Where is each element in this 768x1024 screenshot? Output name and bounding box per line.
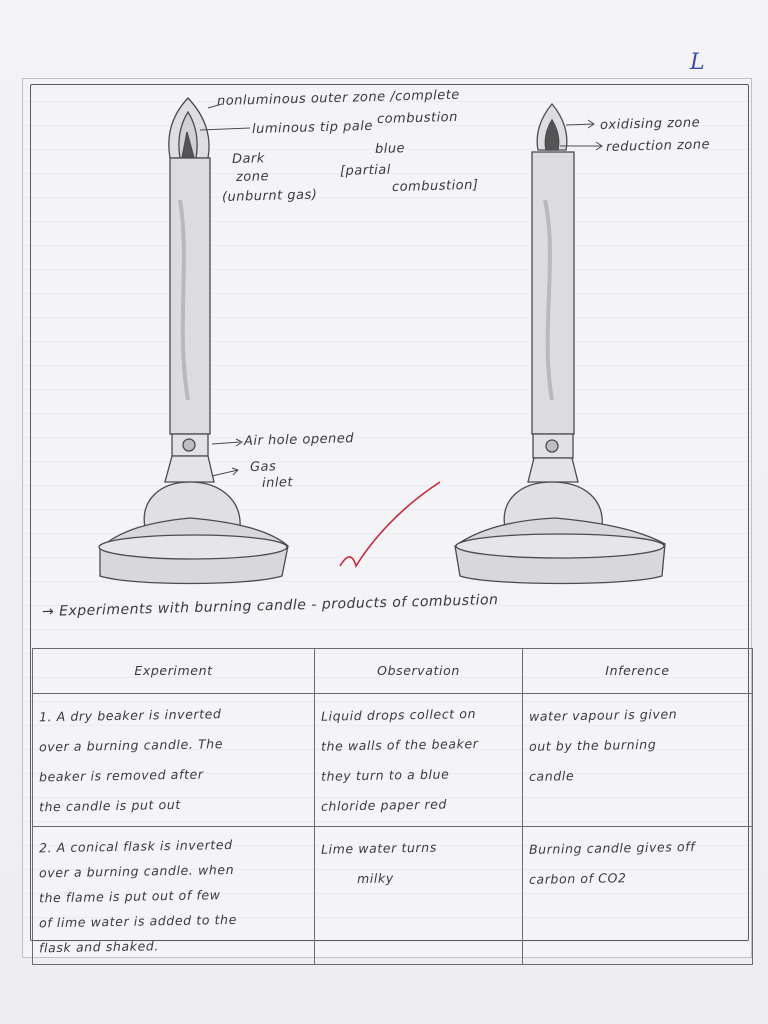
label-inlet: inlet — [261, 475, 294, 491]
label-gas: Gas — [249, 459, 277, 475]
label-combustion-a: combustion — [376, 109, 459, 127]
text-line: over a burning candle. when — [38, 861, 235, 881]
label-dark: Dark — [231, 151, 266, 167]
row2-observation — [315, 827, 523, 965]
table-row — [33, 827, 753, 965]
row2-inference — [523, 827, 753, 965]
text-line: the flame is put out of few — [38, 887, 221, 906]
text-line: 1. A dry beaker is inverted — [38, 706, 222, 725]
text-line: Lime water turns — [320, 839, 437, 857]
text-line: of lime water is added to the — [38, 911, 238, 931]
right-bunsen-burner — [455, 104, 665, 584]
text-line: candle — [528, 768, 575, 784]
label-blue: blue — [374, 141, 406, 157]
text-line: Liquid drops collect on — [320, 705, 477, 724]
label-reduction-zone: reduction zone — [605, 137, 711, 155]
text-line: milky — [356, 870, 394, 887]
text-line: the walls of the beaker — [320, 735, 479, 754]
label-outer-zone: nonluminous outer zone /complete — [216, 87, 461, 109]
text-line: beaker is removed after — [38, 766, 204, 785]
text-line: carbon of CO2 — [528, 870, 627, 887]
text-line: out by the burning — [528, 736, 657, 754]
text-line: over a burning candle. The — [38, 736, 224, 755]
row1-experiment — [33, 694, 315, 827]
text-line: they turn to a blue — [320, 766, 450, 784]
experiment-table — [32, 648, 753, 965]
text-line: 2. A conical flask is inverted — [38, 836, 233, 856]
text-line: water vapour is given — [528, 706, 678, 724]
text-line: chloride paper red — [320, 796, 448, 814]
row1-observation — [315, 694, 523, 827]
label-oxidising-zone: oxidising zone — [599, 115, 701, 133]
text-line: the candle is put out — [38, 796, 181, 815]
text-line: Burning candle gives off — [528, 838, 696, 857]
label-unburnt-gas: (unburnt gas) — [221, 187, 318, 205]
table-row — [33, 694, 753, 827]
label-zone: zone — [235, 169, 270, 185]
label-combustion-b: combustion] — [391, 177, 479, 195]
label-partial: [partial — [339, 162, 392, 179]
table-header-row — [33, 649, 753, 694]
section-heading: → Experiments with burning candle - products of combustion — [41, 592, 499, 620]
row2-experiment — [33, 827, 315, 965]
header-inference: Inference — [523, 649, 753, 694]
header-experiment: Experiment — [33, 649, 315, 694]
label-luminous-tip: luminous tip pale — [251, 118, 374, 137]
page-number: L — [690, 50, 705, 75]
text-line: flask and shaked. — [38, 938, 160, 956]
teacher-tick-mark — [340, 482, 440, 566]
label-air-hole: Air hole opened — [243, 431, 355, 449]
header-observation: Observation — [315, 649, 523, 694]
row1-inference — [523, 694, 753, 827]
